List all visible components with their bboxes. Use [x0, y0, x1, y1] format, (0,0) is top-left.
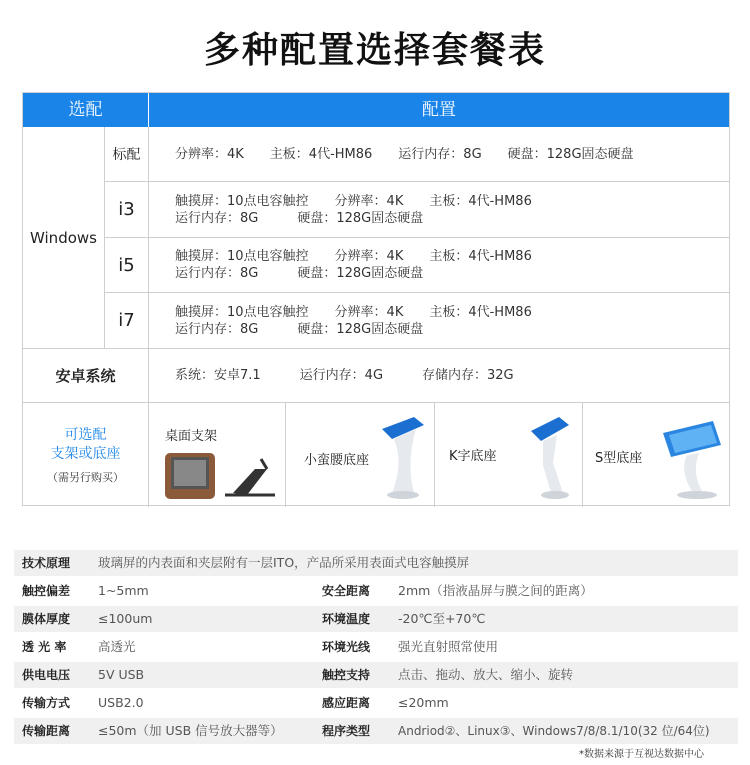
tier-standard: 标配 [105, 127, 149, 182]
spec-standard [149, 127, 729, 182]
spec-line: 系统：安卓7.1 运行内存：4G 存储内存：32G [175, 368, 514, 383]
tier-i7: i7 [105, 293, 149, 349]
spec-i5 [149, 238, 729, 293]
spec-key: 环境光线 [322, 640, 371, 654]
spec-line: 触摸屏：10点电容触控 分辨率：4K 主板：4代-HM86 [175, 304, 532, 320]
spec-value: ≤20mm [398, 695, 449, 710]
os-windows: Windows [23, 127, 105, 349]
spec-value: USB2.0 [98, 695, 144, 710]
spec-row [14, 718, 738, 744]
stand-k [435, 403, 583, 507]
stand-desktop [149, 403, 286, 507]
spec-row [14, 690, 738, 716]
spec-value: ≤100um [98, 611, 153, 626]
spec-value: 玻璃屏的内表面和夹层附有一层ITO，产品所采用表面式电容触摸屏 [98, 555, 470, 570]
optional-line2: 支架或底座 [50, 445, 121, 462]
tier-i5: i5 [105, 238, 149, 293]
spec-value: -20℃至+70℃ [398, 611, 486, 626]
spec-value: 强光直射照常使用 [398, 639, 499, 654]
optional-note: （需另行购买） [47, 470, 124, 484]
spec-value: Andriod②、Linux③、Windows7/8/8.1/10(32 位/64位) [398, 724, 710, 738]
spec-i3 [149, 182, 729, 238]
waist-stand-image [376, 413, 428, 503]
page-title: 多种配置选择套餐表 [203, 30, 546, 71]
s-stand-image [659, 415, 727, 501]
spec-key: 技术原理 [22, 556, 71, 570]
spec-key: 膜体厚度 [22, 612, 71, 626]
spec-row [14, 550, 738, 576]
spec-row [14, 578, 738, 604]
android-spec [149, 349, 729, 403]
stand-waist [286, 403, 435, 507]
spec-value: 点击、拖动、放大、缩小、旋转 [398, 667, 574, 682]
spec-value: ≤50m（加 USB 信号放大器等） [98, 723, 283, 738]
header-config: 配置 [149, 93, 729, 127]
spec-line: 分辨率：4K 主板：4代-HM86 运行内存：8G 硬盘：128G固态硬盘 [175, 146, 634, 162]
tier-i3: i3 [105, 182, 149, 238]
spec-key: 程序类型 [322, 724, 371, 738]
spec-value: 高透光 [98, 639, 136, 654]
spec-line: 触摸屏：10点电容触控 分辨率：4K 主板：4代-HM86 [175, 249, 532, 264]
spec-key: 传输距离 [22, 724, 71, 738]
spec-row [14, 606, 738, 632]
stand-label: K字底座 [449, 449, 497, 464]
k-stand-image [523, 413, 577, 503]
config-table [22, 92, 730, 506]
spec-value: 1~5mm [98, 583, 149, 598]
spec-value: 5V USB [98, 667, 145, 682]
android-label: 安卓系统 [23, 349, 149, 403]
spec-line: 运行内存：8G 硬盘：128G固态硬盘 [175, 321, 424, 337]
spec-key: 安全距离 [322, 584, 371, 598]
spec-value: 2mm（指液晶屏与膜之间的距离） [398, 583, 593, 598]
spec-key: 触控偏差 [22, 584, 71, 598]
spec-key: 触控支持 [322, 668, 371, 682]
optional-line1: 可选配 [64, 426, 107, 443]
spec-key: 环境温度 [322, 612, 371, 626]
spec-row [14, 662, 738, 688]
stand-s [583, 403, 729, 507]
spec-key: 透 光 率 [22, 640, 67, 654]
optional-label [23, 403, 149, 507]
footnote: *数据来源于互视达数据中心 [579, 749, 704, 760]
desktop-stand-image [163, 447, 281, 503]
stand-label: S型底座 [595, 451, 643, 466]
stand-label: 小蛮腰底座 [304, 453, 370, 468]
spec-line: 运行内存：8G 硬盘：128G固态硬盘 [175, 266, 424, 281]
header-options: 选配 [23, 93, 149, 127]
spec-line: 触摸屏：10点电容触控 分辨率：4K 主板：4代-HM86 [175, 193, 532, 209]
spec-key: 供电电压 [22, 668, 71, 682]
stand-label: 桌面支架 [165, 429, 218, 444]
spec-key: 传输方式 [22, 696, 71, 710]
spec-line: 运行内存：8G 硬盘：128G固态硬盘 [175, 210, 424, 226]
spec-key: 感应距离 [322, 696, 371, 710]
spec-i7 [149, 293, 729, 349]
spec-row [14, 634, 738, 660]
